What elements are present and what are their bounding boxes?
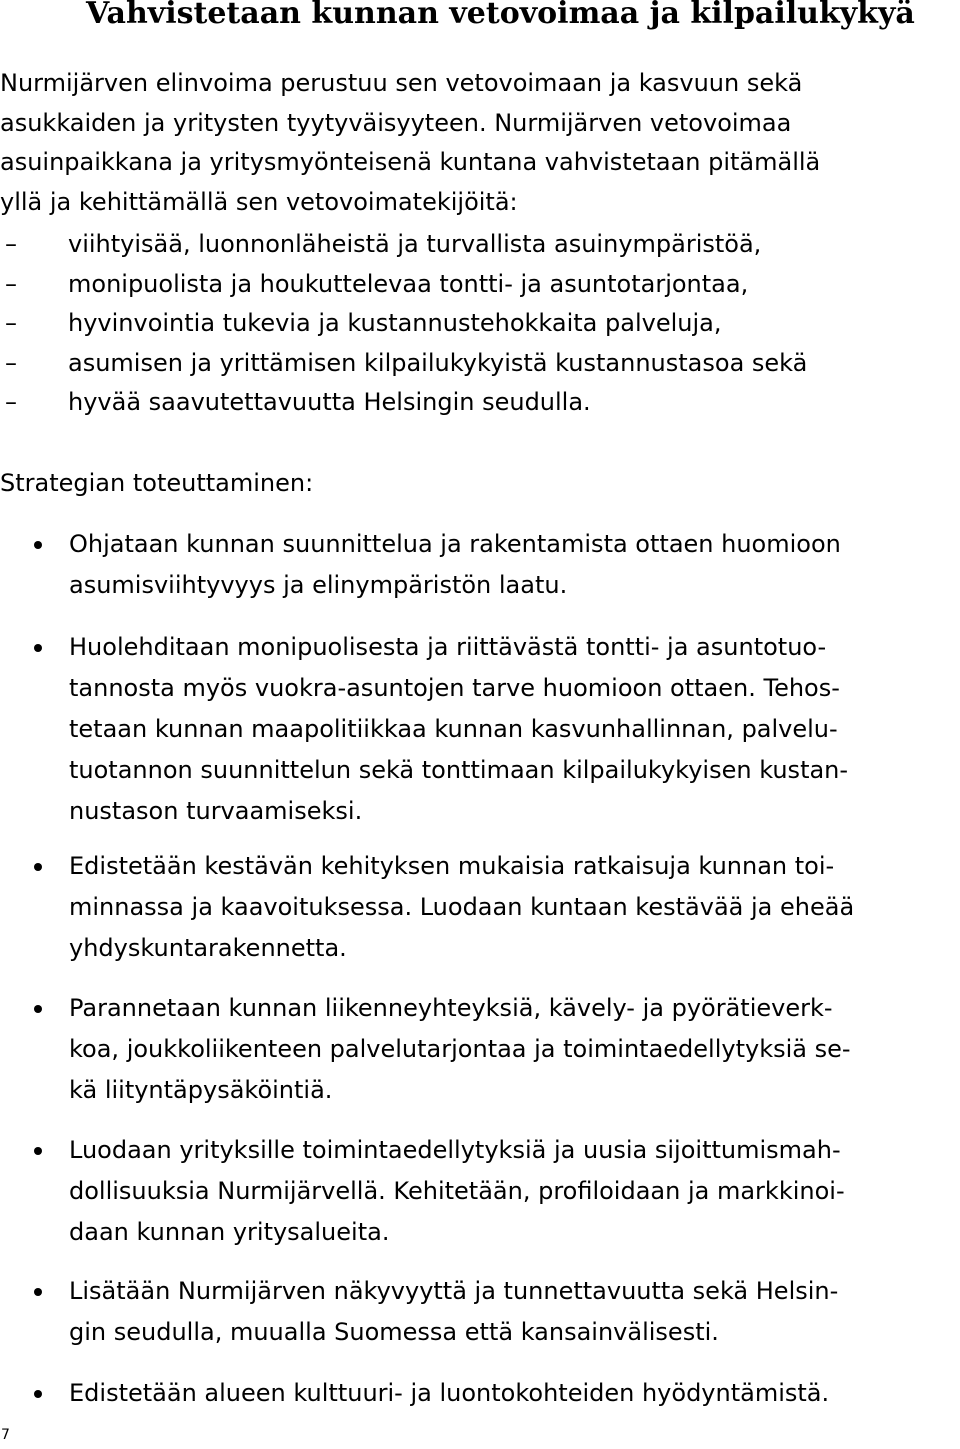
bullet-line: tetaan kunnan maapolitiikkaa kunnan kasvunhallinnan, palvelu- <box>69 715 838 743</box>
bullet-dot-icon <box>34 644 42 652</box>
list-item-text: monipuolista ja houkuttelevaa tontti- ja asuntotarjontaa, <box>68 269 749 298</box>
dash-marker: – <box>5 309 17 337</box>
dash-marker: – <box>5 269 17 298</box>
intro-line: yllä ja kehittämällä sen vetovoimatekijöitä: <box>0 187 518 216</box>
bullet-text <box>69 627 848 832</box>
bullet-dot-icon <box>34 1005 42 1013</box>
list-item <box>0 304 807 344</box>
bullet-line: nustason turvaamiseksi. <box>69 797 363 825</box>
list-item-text: asumisen ja yrittämisen kilpailukykyistä kustannustasoa sekä <box>68 348 808 377</box>
list-item-text: hyvää saavutettavuutta Helsingin seudulla. <box>68 388 591 416</box>
dash-marker: – <box>5 230 17 258</box>
bullet-line: Luodaan yrityksille toimintaedellytyksiä ja uusia sijoittumismah- <box>69 1136 841 1164</box>
bullet-line: daan kunnan yritysalueita. <box>69 1218 390 1246</box>
bullet-dot-icon <box>34 1147 42 1155</box>
list-item <box>0 225 807 265</box>
bullet-line: yhdyskuntarakennetta. <box>69 934 347 962</box>
bullet-line: Edistetään alueen kulttuuri- ja luontokohteiden hyödyntämistä. <box>69 1379 830 1407</box>
bullet-text <box>69 1271 838 1353</box>
list-item-text: hyvinvointia tukevia ja kustannustehokkaita palveluja, <box>68 309 722 337</box>
bullet-line: Ohjataan kunnan suunnittelua ja rakentamista ottaen huomioon <box>69 530 841 558</box>
intro-line: asukkaiden ja yritysten tyytyväisyyteen. Nurmijärven vetovoimaa <box>0 108 792 137</box>
bullet-line: Huolehditaan monipuolisesta ja riittävästä tontti- ja asuntotuo- <box>69 633 827 661</box>
bullet-line: tannosta myös vuokra-asuntojen tarve huomioon ottaen. Tehos- <box>69 674 840 702</box>
bullet-text <box>69 1373 829 1414</box>
strategy-heading: Strategian toteuttaminen: <box>0 469 314 497</box>
bullet-text <box>69 846 854 969</box>
bullet-line: Edistetään kestävän kehityksen mukaisia ratkaisuja kunnan toi- <box>69 852 835 880</box>
bullet-line: kä liityntäpysäköintiä. <box>69 1076 333 1104</box>
intro-line: asuinpaikkana ja yritysmyönteisenä kuntana vahvistetaan pitämällä <box>0 148 821 176</box>
list-item <box>0 344 807 384</box>
attraction-factors-list <box>0 225 807 423</box>
bullet-line: Parannetaan kunnan liikenneyhteyksiä, kävely- ja pyörätieverk- <box>69 994 833 1022</box>
bullet-dot-icon <box>34 1288 42 1296</box>
bullet-dot-icon <box>34 863 42 871</box>
bullet-line: koa, joukkoliikenteen palvelutarjontaa ja toimintaedellytyksiä se- <box>69 1035 851 1063</box>
bullet-text <box>69 1130 845 1253</box>
bullet-dot-icon <box>34 541 42 549</box>
bullet-text <box>69 524 841 606</box>
dash-marker: – <box>5 348 17 377</box>
intro-line: Nurmijärven elinvoima perustuu sen vetovoimaan ja kasvuun sekä <box>0 69 803 97</box>
dash-marker: – <box>5 388 17 416</box>
bullet-line: Lisätään Nurmijärven näkyvyyttä ja tunnettavuutta sekä Helsin- <box>69 1277 839 1305</box>
bullet-text <box>69 988 851 1111</box>
bullet-line: tuotannon suunnittelun sekä tonttimaan kilpailukykyisen kustan- <box>69 756 849 784</box>
intro-paragraph <box>0 64 960 222</box>
bullet-line: minnassa ja kaavoituksessa. Luodaan kuntaan kestävää ja eheää <box>69 893 855 921</box>
list-item <box>0 265 807 305</box>
list-item-text: viihtyisää, luonnonläheistä ja turvallista asuinympäristöä, <box>68 230 762 258</box>
page-number: 7 <box>1 1427 10 1443</box>
list-item <box>0 383 807 423</box>
page-title: Vahvistetaan kunnan vetovoimaa ja kilpailukykyä <box>86 0 915 31</box>
bullet-line: asumisviihtyvyys ja elinympäristön laatu. <box>69 571 568 599</box>
bullet-dot-icon <box>34 1390 42 1398</box>
bullet-line: dollisuuksia Nurmijärvellä. Kehitetään, profiloidaan ja markkinoi- <box>69 1177 845 1205</box>
bullet-line: gin seudulla, muualla Suomessa että kansainvälisesti. <box>69 1318 719 1346</box>
